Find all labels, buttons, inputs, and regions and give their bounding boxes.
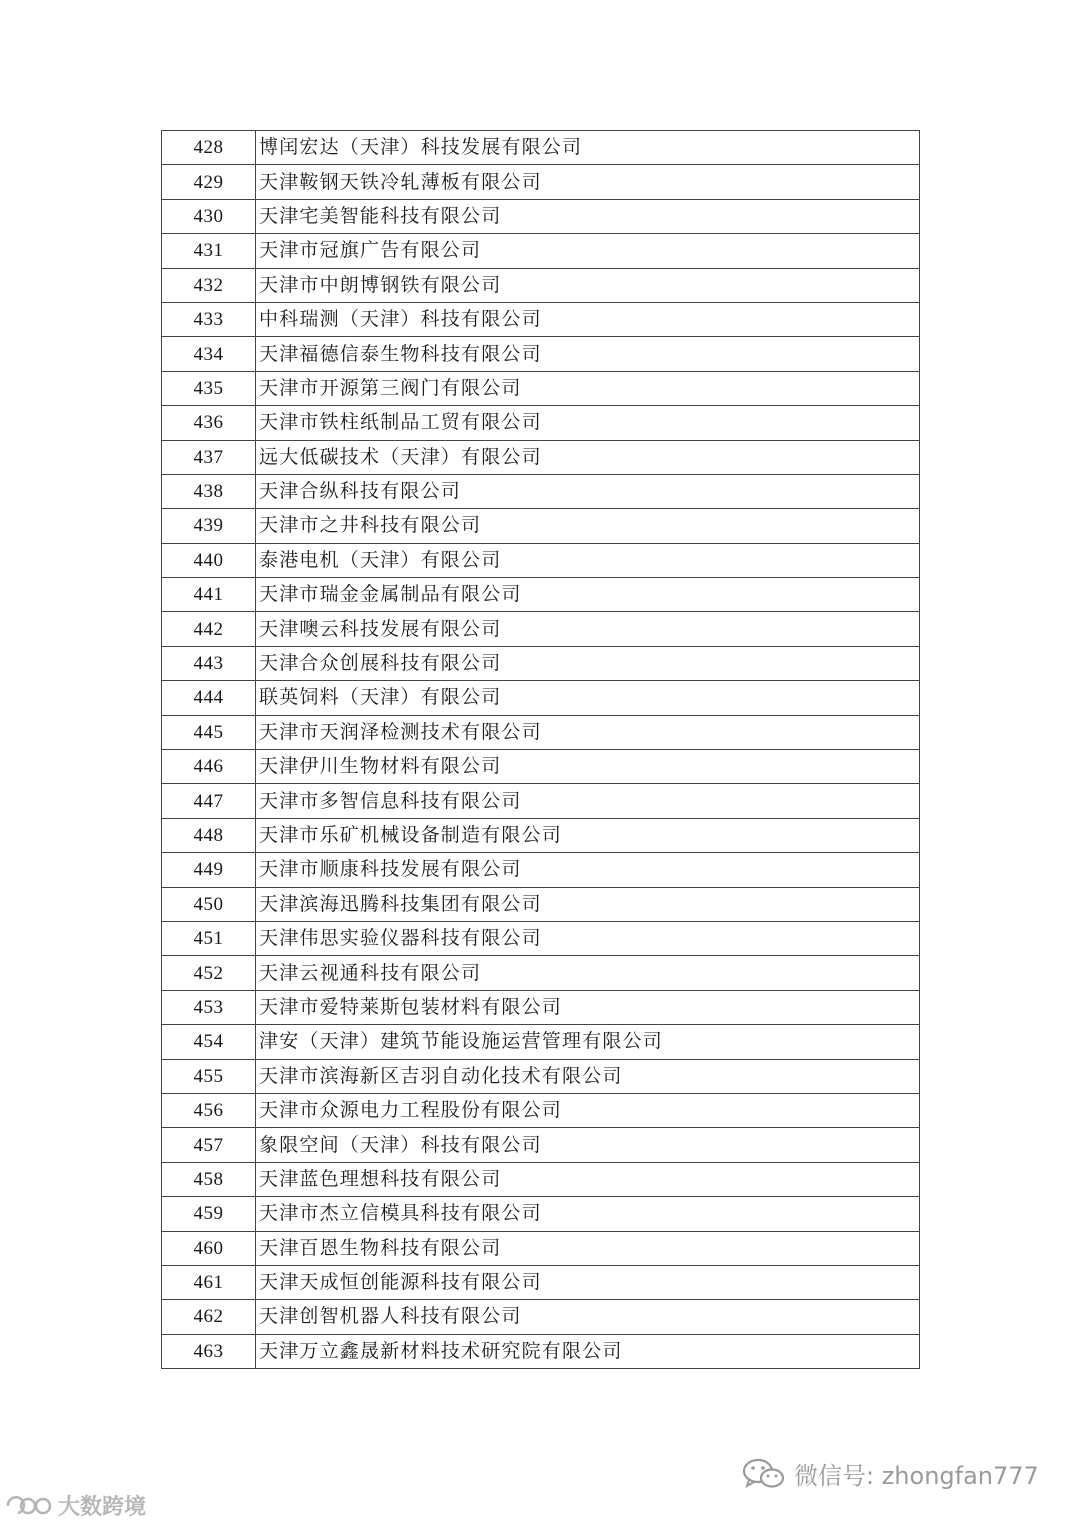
row-number: 459 <box>162 1197 256 1231</box>
row-number: 444 <box>162 681 256 715</box>
table-row <box>162 1197 920 1231</box>
table-row <box>162 302 920 336</box>
table-row <box>162 234 920 268</box>
table-row <box>162 543 920 577</box>
company-name: 天津市乐矿机械设备制造有限公司 <box>256 818 920 852</box>
table-row <box>162 887 920 921</box>
table-row <box>162 921 920 955</box>
row-number: 451 <box>162 921 256 955</box>
company-name: 天津合众创展科技有限公司 <box>256 646 920 680</box>
table-row <box>162 956 920 990</box>
company-name: 天津市天润泽检测技术有限公司 <box>256 715 920 749</box>
table-row <box>162 199 920 233</box>
company-name: 天津市多智信息科技有限公司 <box>256 784 920 818</box>
company-name: 天津市众源电力工程股份有限公司 <box>256 1093 920 1127</box>
company-name: 天津天成恒创能源科技有限公司 <box>256 1265 920 1299</box>
row-number: 429 <box>162 165 256 199</box>
company-name: 天津滨海迅腾科技集团有限公司 <box>256 887 920 921</box>
company-name: 天津百恩生物科技有限公司 <box>256 1231 920 1265</box>
company-name: 天津市滨海新区吉羽自动化技术有限公司 <box>256 1059 920 1093</box>
company-name: 联英饲料（天津）有限公司 <box>256 681 920 715</box>
row-number: 436 <box>162 406 256 440</box>
company-name: 天津噢云科技发展有限公司 <box>256 612 920 646</box>
table-row <box>162 131 920 165</box>
row-number: 439 <box>162 509 256 543</box>
table-row <box>162 1300 920 1334</box>
row-number: 435 <box>162 371 256 405</box>
row-number: 457 <box>162 1128 256 1162</box>
row-number: 437 <box>162 440 256 474</box>
row-number: 453 <box>162 990 256 1024</box>
brand-watermark <box>4 1490 146 1521</box>
table-row <box>162 1093 920 1127</box>
table-row <box>162 1231 920 1265</box>
table-row <box>162 406 920 440</box>
company-name: 津安（天津）建筑节能设施运营管理有限公司 <box>256 1025 920 1059</box>
row-number: 463 <box>162 1334 256 1368</box>
company-name: 天津市之井科技有限公司 <box>256 509 920 543</box>
row-number: 438 <box>162 474 256 508</box>
row-number: 454 <box>162 1025 256 1059</box>
company-list-table <box>161 130 920 1369</box>
company-name: 泰港电机（天津）有限公司 <box>256 543 920 577</box>
table-row <box>162 578 920 612</box>
table-row <box>162 165 920 199</box>
table-row <box>162 853 920 887</box>
table-row <box>162 509 920 543</box>
company-name: 天津伟思实验仪器科技有限公司 <box>256 921 920 955</box>
row-number: 446 <box>162 750 256 784</box>
table-row <box>162 990 920 1024</box>
table-row <box>162 440 920 474</box>
company-name: 天津市铁柱纸制品工贸有限公司 <box>256 406 920 440</box>
row-number: 460 <box>162 1231 256 1265</box>
row-number: 433 <box>162 302 256 336</box>
brand-text: 大数跨境 <box>58 1495 147 1520</box>
row-number: 448 <box>162 818 256 852</box>
table-row <box>162 612 920 646</box>
company-name: 天津伊川生物材料有限公司 <box>256 750 920 784</box>
table-row <box>162 715 920 749</box>
company-name: 象限空间（天津）科技有限公司 <box>256 1128 920 1162</box>
row-number: 430 <box>162 199 256 233</box>
row-number: 445 <box>162 715 256 749</box>
wechat-watermark <box>742 1456 1039 1491</box>
table-row <box>162 750 920 784</box>
row-number: 452 <box>162 956 256 990</box>
table-body <box>162 131 920 1369</box>
company-name: 天津市顺康科技发展有限公司 <box>256 853 920 887</box>
company-name: 天津市瑞金金属制品有限公司 <box>256 578 920 612</box>
wechat-icon <box>742 1457 786 1491</box>
row-number: 447 <box>162 784 256 818</box>
company-name: 天津合纵科技有限公司 <box>256 474 920 508</box>
row-number: 455 <box>162 1059 256 1093</box>
table-row <box>162 1265 920 1299</box>
table-row <box>162 1162 920 1196</box>
table-row <box>162 337 920 371</box>
company-name: 天津万立鑫晟新材料技术研究院有限公司 <box>256 1334 920 1368</box>
company-name: 天津蓝色理想科技有限公司 <box>256 1162 920 1196</box>
table-row <box>162 371 920 405</box>
company-name: 天津市杰立信模具科技有限公司 <box>256 1197 920 1231</box>
row-number: 440 <box>162 543 256 577</box>
wechat-id-text: 微信号: zhongfan777 <box>794 1462 1039 1490</box>
company-name: 天津市中朗博钢铁有限公司 <box>256 268 920 302</box>
row-number: 461 <box>162 1265 256 1299</box>
company-name: 天津宅美智能科技有限公司 <box>256 199 920 233</box>
company-name: 天津福德信泰生物科技有限公司 <box>256 337 920 371</box>
row-number: 456 <box>162 1093 256 1127</box>
logo-icon <box>4 1493 54 1519</box>
row-number: 434 <box>162 337 256 371</box>
company-name: 远大低碳技术（天津）有限公司 <box>256 440 920 474</box>
table-row <box>162 268 920 302</box>
company-name: 天津创智机器人科技有限公司 <box>256 1300 920 1334</box>
row-number: 432 <box>162 268 256 302</box>
table-row <box>162 1059 920 1093</box>
table-row <box>162 1128 920 1162</box>
table-row <box>162 1334 920 1368</box>
row-number: 441 <box>162 578 256 612</box>
company-name: 天津云视通科技有限公司 <box>256 956 920 990</box>
row-number: 443 <box>162 646 256 680</box>
company-name: 博闰宏达（天津）科技发展有限公司 <box>256 131 920 165</box>
company-name: 天津市冠旗广告有限公司 <box>256 234 920 268</box>
table-row <box>162 818 920 852</box>
row-number: 442 <box>162 612 256 646</box>
company-name: 天津市爱特莱斯包装材料有限公司 <box>256 990 920 1024</box>
table-row <box>162 474 920 508</box>
table-row <box>162 681 920 715</box>
table-row <box>162 784 920 818</box>
row-number: 428 <box>162 131 256 165</box>
row-number: 462 <box>162 1300 256 1334</box>
company-name: 天津市开源第三阀门有限公司 <box>256 371 920 405</box>
company-name: 中科瑞测（天津）科技有限公司 <box>256 302 920 336</box>
table-row <box>162 1025 920 1059</box>
row-number: 450 <box>162 887 256 921</box>
row-number: 449 <box>162 853 256 887</box>
table-row <box>162 646 920 680</box>
company-name: 天津鞍钢天铁冷轧薄板有限公司 <box>256 165 920 199</box>
row-number: 458 <box>162 1162 256 1196</box>
row-number: 431 <box>162 234 256 268</box>
